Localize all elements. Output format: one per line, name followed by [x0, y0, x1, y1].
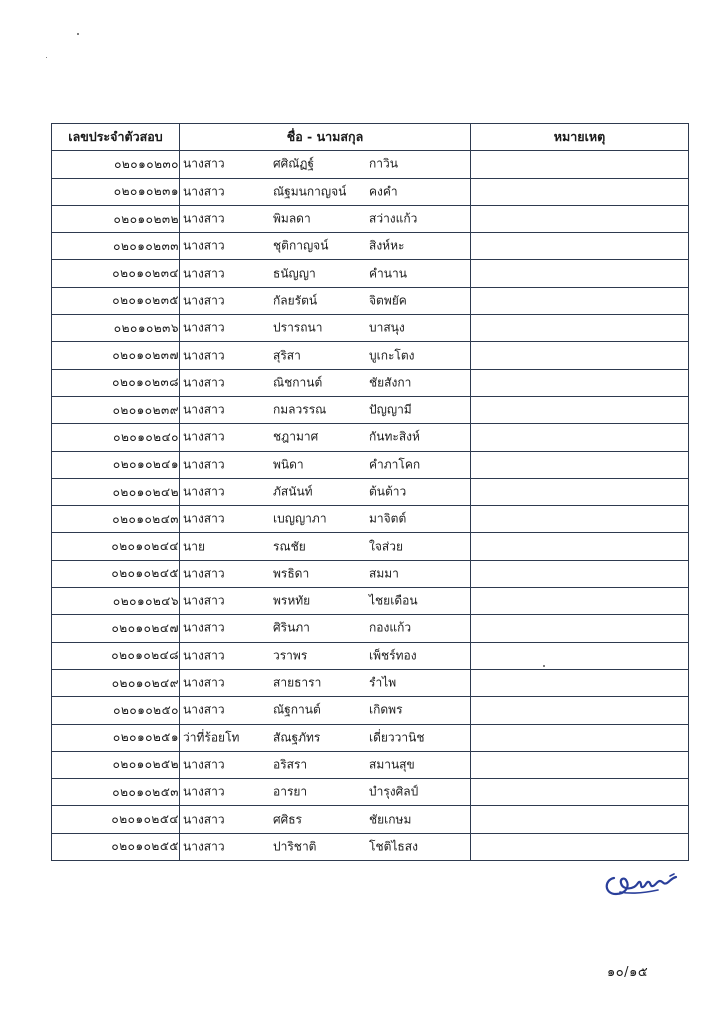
exam-id-cell: ๐๒๐๑๐๒๕๓ [52, 779, 180, 806]
header-exam-id: เลขประจำตัวสอบ [52, 124, 180, 151]
page-number: ๑๐/๑๕ [607, 965, 649, 980]
name-prefix: นางสาว [183, 784, 225, 799]
last-name: ไชยเดือน [369, 593, 418, 608]
table-row [52, 151, 689, 178]
exam-id-cell: ๐๒๐๑๐๒๔๓ [52, 506, 180, 533]
name-prefix: นางสาว [183, 702, 225, 717]
last-name: บูเกะโตง [369, 348, 415, 363]
last-name: คำภาโคก [369, 457, 421, 472]
table-row [52, 779, 689, 806]
first-name: ปาริชาติ [273, 839, 317, 854]
name-prefix: นางสาว [183, 566, 225, 581]
name-prefix: นางสาว [183, 320, 225, 335]
last-name: สว่างแก้ว [369, 211, 418, 226]
last-name: สมานสุข [369, 757, 415, 772]
first-name: ศศิธร [273, 812, 303, 827]
first-name: เบญญาภา [273, 511, 327, 526]
full-name-cell [180, 560, 471, 587]
full-name-cell [180, 233, 471, 260]
remark-cell [471, 205, 689, 232]
full-name-cell [180, 424, 471, 451]
name-prefix: นาย [183, 539, 205, 554]
name-prefix: นางสาว [183, 402, 225, 417]
header-full-name: ชื่อ - นามสกุล [180, 124, 471, 151]
full-name-cell [180, 697, 471, 724]
table-row [52, 533, 689, 560]
name-prefix: นางสาว [183, 238, 225, 253]
first-name: ชฎามาศ [273, 429, 319, 444]
first-name: ภัสนันท์ [273, 484, 313, 499]
table-row [52, 451, 689, 478]
first-name: ศิรินภา [273, 620, 310, 635]
full-name-cell [180, 615, 471, 642]
last-name: ต้นต้าว [369, 484, 407, 499]
first-name: กมลวรรณ [273, 402, 327, 417]
last-name: มาจิตต์ [369, 511, 407, 526]
remark-cell [471, 396, 689, 423]
full-name-cell [180, 478, 471, 505]
remark-cell [471, 751, 689, 778]
table-row [52, 260, 689, 287]
full-name-cell [180, 724, 471, 751]
scan-speck [46, 57, 47, 58]
first-name: ณิชกานต์ [273, 375, 323, 390]
table-row [52, 478, 689, 505]
full-name-cell [180, 260, 471, 287]
remark-cell [471, 669, 689, 696]
table-row [52, 615, 689, 642]
first-name: สายธารา [273, 675, 322, 690]
exam-id-cell: ๐๒๐๑๐๒๔๒ [52, 478, 180, 505]
last-name: เพ็ชร์ทอง [369, 648, 417, 663]
first-name: พนิดา [273, 457, 304, 472]
last-name: เกิดพร [369, 702, 403, 717]
table-row [52, 642, 689, 669]
full-name-cell [180, 451, 471, 478]
first-name: กัลยรัตน์ [273, 293, 318, 308]
full-name-cell [180, 533, 471, 560]
last-name: ชัยสังกา [369, 375, 412, 390]
first-name: พิมลดา [273, 211, 311, 226]
scan-speck [77, 33, 79, 35]
table-row [52, 287, 689, 314]
last-name: กันทะสิงห์ [369, 429, 420, 444]
first-name: ศศิณัฏฐ์ [273, 156, 315, 171]
exam-id-cell: ๐๒๐๑๐๒๓๘ [52, 369, 180, 396]
name-prefix: นางสาว [183, 593, 225, 608]
last-name: คำนาน [369, 266, 407, 281]
name-prefix: ว่าที่ร้อยโท [183, 730, 240, 745]
full-name-cell [180, 833, 471, 860]
first-name: พรธิดา [273, 566, 310, 581]
remark-cell [471, 260, 689, 287]
name-prefix: นางสาว [183, 675, 225, 690]
remark-cell [471, 151, 689, 178]
table-row [52, 315, 689, 342]
name-prefix: นางสาว [183, 484, 225, 499]
remark-cell [471, 451, 689, 478]
name-prefix: นางสาว [183, 211, 225, 226]
exam-id-cell: ๐๒๐๑๐๒๓๙ [52, 396, 180, 423]
full-name-cell [180, 506, 471, 533]
exam-id-cell: ๐๒๐๑๐๒๔๖ [52, 588, 180, 615]
exam-id-cell: ๐๒๐๑๐๒๔๐ [52, 424, 180, 451]
exam-id-cell: ๐๒๐๑๐๒๔๔ [52, 533, 180, 560]
full-name-cell [180, 178, 471, 205]
full-name-cell [180, 642, 471, 669]
last-name: ชัยเกษม [369, 812, 412, 827]
table-row [52, 424, 689, 451]
exam-id-cell: ๐๒๐๑๐๒๕๑ [52, 724, 180, 751]
remark-cell [471, 233, 689, 260]
full-name-cell [180, 315, 471, 342]
first-name: สุริสา [273, 348, 301, 363]
name-prefix: นางสาว [183, 184, 225, 199]
remark-cell [471, 506, 689, 533]
last-name: เดี่ยววานิช [369, 730, 425, 745]
full-name-cell [180, 806, 471, 833]
name-prefix: นางสาว [183, 757, 225, 772]
exam-id-cell: ๐๒๐๑๐๒๔๗ [52, 615, 180, 642]
full-name-cell [180, 396, 471, 423]
exam-id-cell: ๐๒๐๑๐๒๓๒ [52, 205, 180, 232]
name-prefix: นางสาว [183, 429, 225, 444]
first-name: ชุติกาญจน์ [273, 238, 329, 253]
remark-cell [471, 588, 689, 615]
first-name: ณัฐกานต์ [273, 702, 321, 717]
table-row [52, 833, 689, 860]
exam-id-cell: ๐๒๐๑๐๒๔๘ [52, 642, 180, 669]
table-row [52, 205, 689, 232]
last-name: โชติไธสง [369, 839, 418, 854]
last-name: จิตพยัค [369, 293, 407, 308]
table-row [52, 506, 689, 533]
remark-cell [471, 533, 689, 560]
full-name-cell [180, 588, 471, 615]
name-prefix: นางสาว [183, 620, 225, 635]
exam-id-cell: ๐๒๐๑๐๒๓๕ [52, 287, 180, 314]
last-name: กาวิน [369, 156, 398, 171]
exam-id-cell: ๐๒๐๑๐๒๓๖ [52, 315, 180, 342]
table-row [52, 342, 689, 369]
first-name: สัณฐภัทร [273, 730, 321, 745]
first-name: อริสรา [273, 757, 308, 772]
exam-id-cell: ๐๒๐๑๐๒๔๙ [52, 669, 180, 696]
first-name: พรหทัย [273, 593, 311, 608]
full-name-cell [180, 205, 471, 232]
table-row [52, 724, 689, 751]
candidate-table [51, 123, 689, 861]
table-row [52, 588, 689, 615]
remark-cell [471, 833, 689, 860]
last-name: สมมา [369, 566, 399, 581]
last-name: คงคำ [369, 184, 398, 199]
remark-cell [471, 369, 689, 396]
table-row [52, 751, 689, 778]
name-prefix: นางสาว [183, 293, 225, 308]
remark-cell [471, 779, 689, 806]
name-prefix: นางสาว [183, 812, 225, 827]
full-name-cell [180, 779, 471, 806]
remark-cell [471, 615, 689, 642]
exam-id-cell: ๐๒๐๑๐๒๓๔ [52, 260, 180, 287]
remark-cell [471, 560, 689, 587]
last-name: ใจส่วย [369, 539, 403, 554]
table-body [52, 151, 689, 861]
table-row [52, 233, 689, 260]
first-name: ปรารถนา [273, 320, 323, 335]
full-name-cell [180, 287, 471, 314]
last-name: ปัญญามี [369, 402, 412, 417]
table-row [52, 697, 689, 724]
table-row [52, 560, 689, 587]
remark-cell [471, 178, 689, 205]
name-prefix: นางสาว [183, 375, 225, 390]
full-name-cell [180, 369, 471, 396]
table-row [52, 369, 689, 396]
last-name: รำไพ [369, 675, 397, 690]
first-name: รณชัย [273, 539, 306, 554]
exam-id-cell: ๐๒๐๑๐๒๓๑ [52, 178, 180, 205]
remark-cell [471, 315, 689, 342]
exam-id-cell: ๐๒๐๑๐๒๔๕ [52, 560, 180, 587]
exam-id-cell: ๐๒๐๑๐๒๕๒ [52, 751, 180, 778]
table-row [52, 178, 689, 205]
last-name: บำรุงศิลป์ [369, 784, 419, 799]
exam-id-cell: ๐๒๐๑๐๒๓๐ [52, 151, 180, 178]
full-name-cell [180, 342, 471, 369]
exam-id-cell: ๐๒๐๑๐๒๓๗ [52, 342, 180, 369]
first-name: อารยา [273, 784, 308, 799]
signature-image [600, 866, 680, 900]
table-row [52, 669, 689, 696]
name-prefix: นางสาว [183, 839, 225, 854]
full-name-cell [180, 669, 471, 696]
last-name: กองแก้ว [369, 620, 412, 635]
remark-cell [471, 642, 689, 669]
exam-id-cell: ๐๒๐๑๐๒๔๑ [52, 451, 180, 478]
exam-id-cell: ๐๒๐๑๐๒๕๔ [52, 806, 180, 833]
table-row [52, 806, 689, 833]
name-prefix: นางสาว [183, 156, 225, 171]
remark-cell [471, 478, 689, 505]
last-name: สิงห์หะ [369, 238, 405, 253]
first-name: ธนัญญา [273, 266, 316, 281]
name-prefix: นางสาว [183, 266, 225, 281]
remark-cell [471, 287, 689, 314]
name-prefix: นางสาว [183, 457, 225, 472]
full-name-cell [180, 751, 471, 778]
name-prefix: นางสาว [183, 648, 225, 663]
remark-cell [471, 424, 689, 451]
remark-cell [471, 806, 689, 833]
full-name-cell [180, 151, 471, 178]
name-prefix: นางสาว [183, 511, 225, 526]
first-name: ณัฐมนกาญจน์ [273, 184, 347, 199]
name-prefix: นางสาว [183, 348, 225, 363]
exam-id-cell: ๐๒๐๑๐๒๓๓ [52, 233, 180, 260]
remark-cell [471, 724, 689, 751]
table-header-row [52, 124, 689, 151]
remark-cell [471, 697, 689, 724]
exam-id-cell: ๐๒๐๑๐๒๕๐ [52, 697, 180, 724]
header-remark: หมายเหตุ [471, 124, 689, 151]
exam-id-cell: ๐๒๐๑๐๒๕๕ [52, 833, 180, 860]
remark-cell [471, 342, 689, 369]
first-name: วราพร [273, 648, 308, 663]
table-row [52, 396, 689, 423]
last-name: บาสนุง [369, 320, 405, 335]
